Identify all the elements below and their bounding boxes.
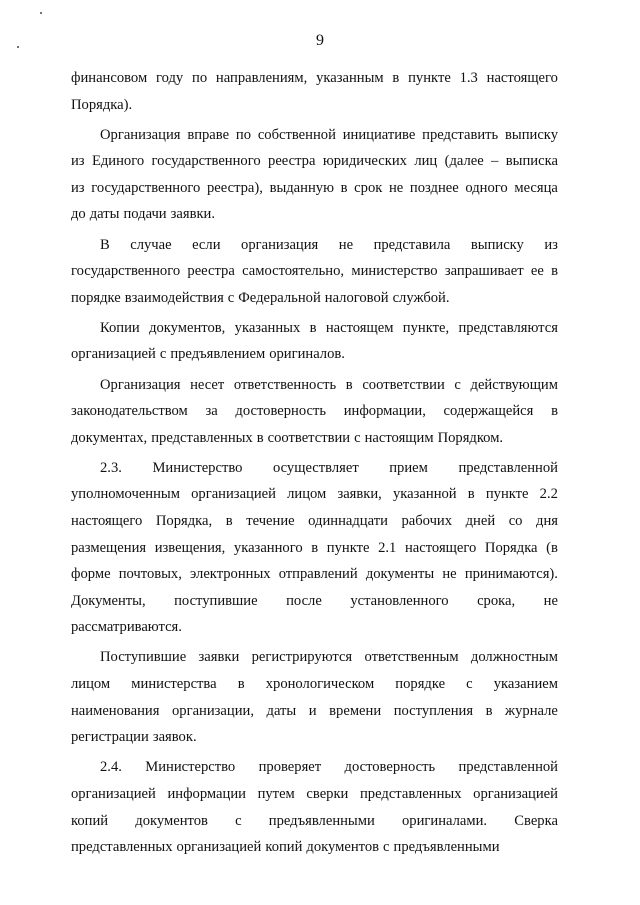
text-line: уполномоченным организацией лицом заявки, указанной в пункте 2.2 — [71, 486, 558, 503]
text-line: документах, представленных в соответствии с настоящим Порядком. — [71, 429, 504, 446]
text-line: Порядка). — [71, 96, 133, 113]
paragraph — [71, 372, 558, 452]
text-line: до даты подачи заявки. — [71, 206, 216, 223]
text-line: представленных организацией копий документов с предъявленными — [71, 839, 500, 856]
text-line: из государственного реестра), выданную в срок не позднее одного месяца — [71, 179, 558, 196]
paragraph — [71, 644, 558, 750]
scan-speck — [17, 46, 19, 48]
paragraph — [71, 65, 558, 118]
page-number: 9 — [316, 32, 324, 49]
scan-speck — [40, 12, 42, 14]
text-line: наименования организации, даты и времени поступления в журнале — [71, 702, 558, 719]
paragraph — [71, 455, 558, 641]
text-line: копий документов с предъявленными оригиналами. Сверка — [71, 812, 558, 829]
paragraph — [71, 122, 558, 228]
text-line: Организация вправе по собственной инициативе представить выписку — [100, 126, 558, 143]
text-line: 2.4. Министерство проверяет достоверность представленной — [100, 759, 558, 776]
text-line: Документы, поступившие после установленного срока, не — [71, 592, 558, 609]
text-line: законодательством за достоверность информации, содержащейся в — [71, 403, 558, 420]
text-line: форме почтовых, электронных отправлений документы не принимаются). — [71, 566, 558, 583]
text-line: финансовом году по направлениям, указанным в пункте 1.3 настоящего — [71, 70, 558, 86]
paragraph — [71, 754, 558, 860]
paragraph — [71, 315, 558, 368]
text-line: государственного реестра самостоятельно, министерство запрашивает ее в — [71, 263, 558, 280]
paragraph — [71, 232, 558, 312]
text-line: порядке взаимодействия с Федеральной налоговой службой. — [71, 289, 450, 306]
text-line: регистрации заявок. — [71, 729, 197, 746]
text-line: Организация несет ответственность в соответствии с действующим — [100, 376, 558, 393]
text-line: 2.3. Министерство осуществляет прием представленной — [100, 459, 558, 476]
text-line: рассматриваются. — [71, 619, 182, 636]
text-line: лицом министерства в хронологическом порядке с указанием — [71, 676, 558, 693]
text-line: В случае если организация не представила выписку из — [100, 236, 558, 253]
text-line: Поступившие заявки регистрируются ответственным должностным — [100, 649, 558, 666]
text-line: организацией с предъявлением оригиналов. — [71, 346, 345, 363]
text-line: организацией информации путем сверки представленных организацией — [71, 785, 558, 802]
document-body — [71, 65, 558, 861]
text-line: Копии документов, указанных в настоящем пункте, представляются — [100, 319, 558, 336]
text-line: из Единого государственного реестра юридических лиц (далее – выписка — [71, 153, 558, 170]
text-line: размещения извещения, указанного в пункте 2.1 настоящего Порядка (в — [71, 539, 558, 556]
text-line: настоящего Порядка, в течение одиннадцати рабочих дней со дня — [71, 513, 558, 529]
